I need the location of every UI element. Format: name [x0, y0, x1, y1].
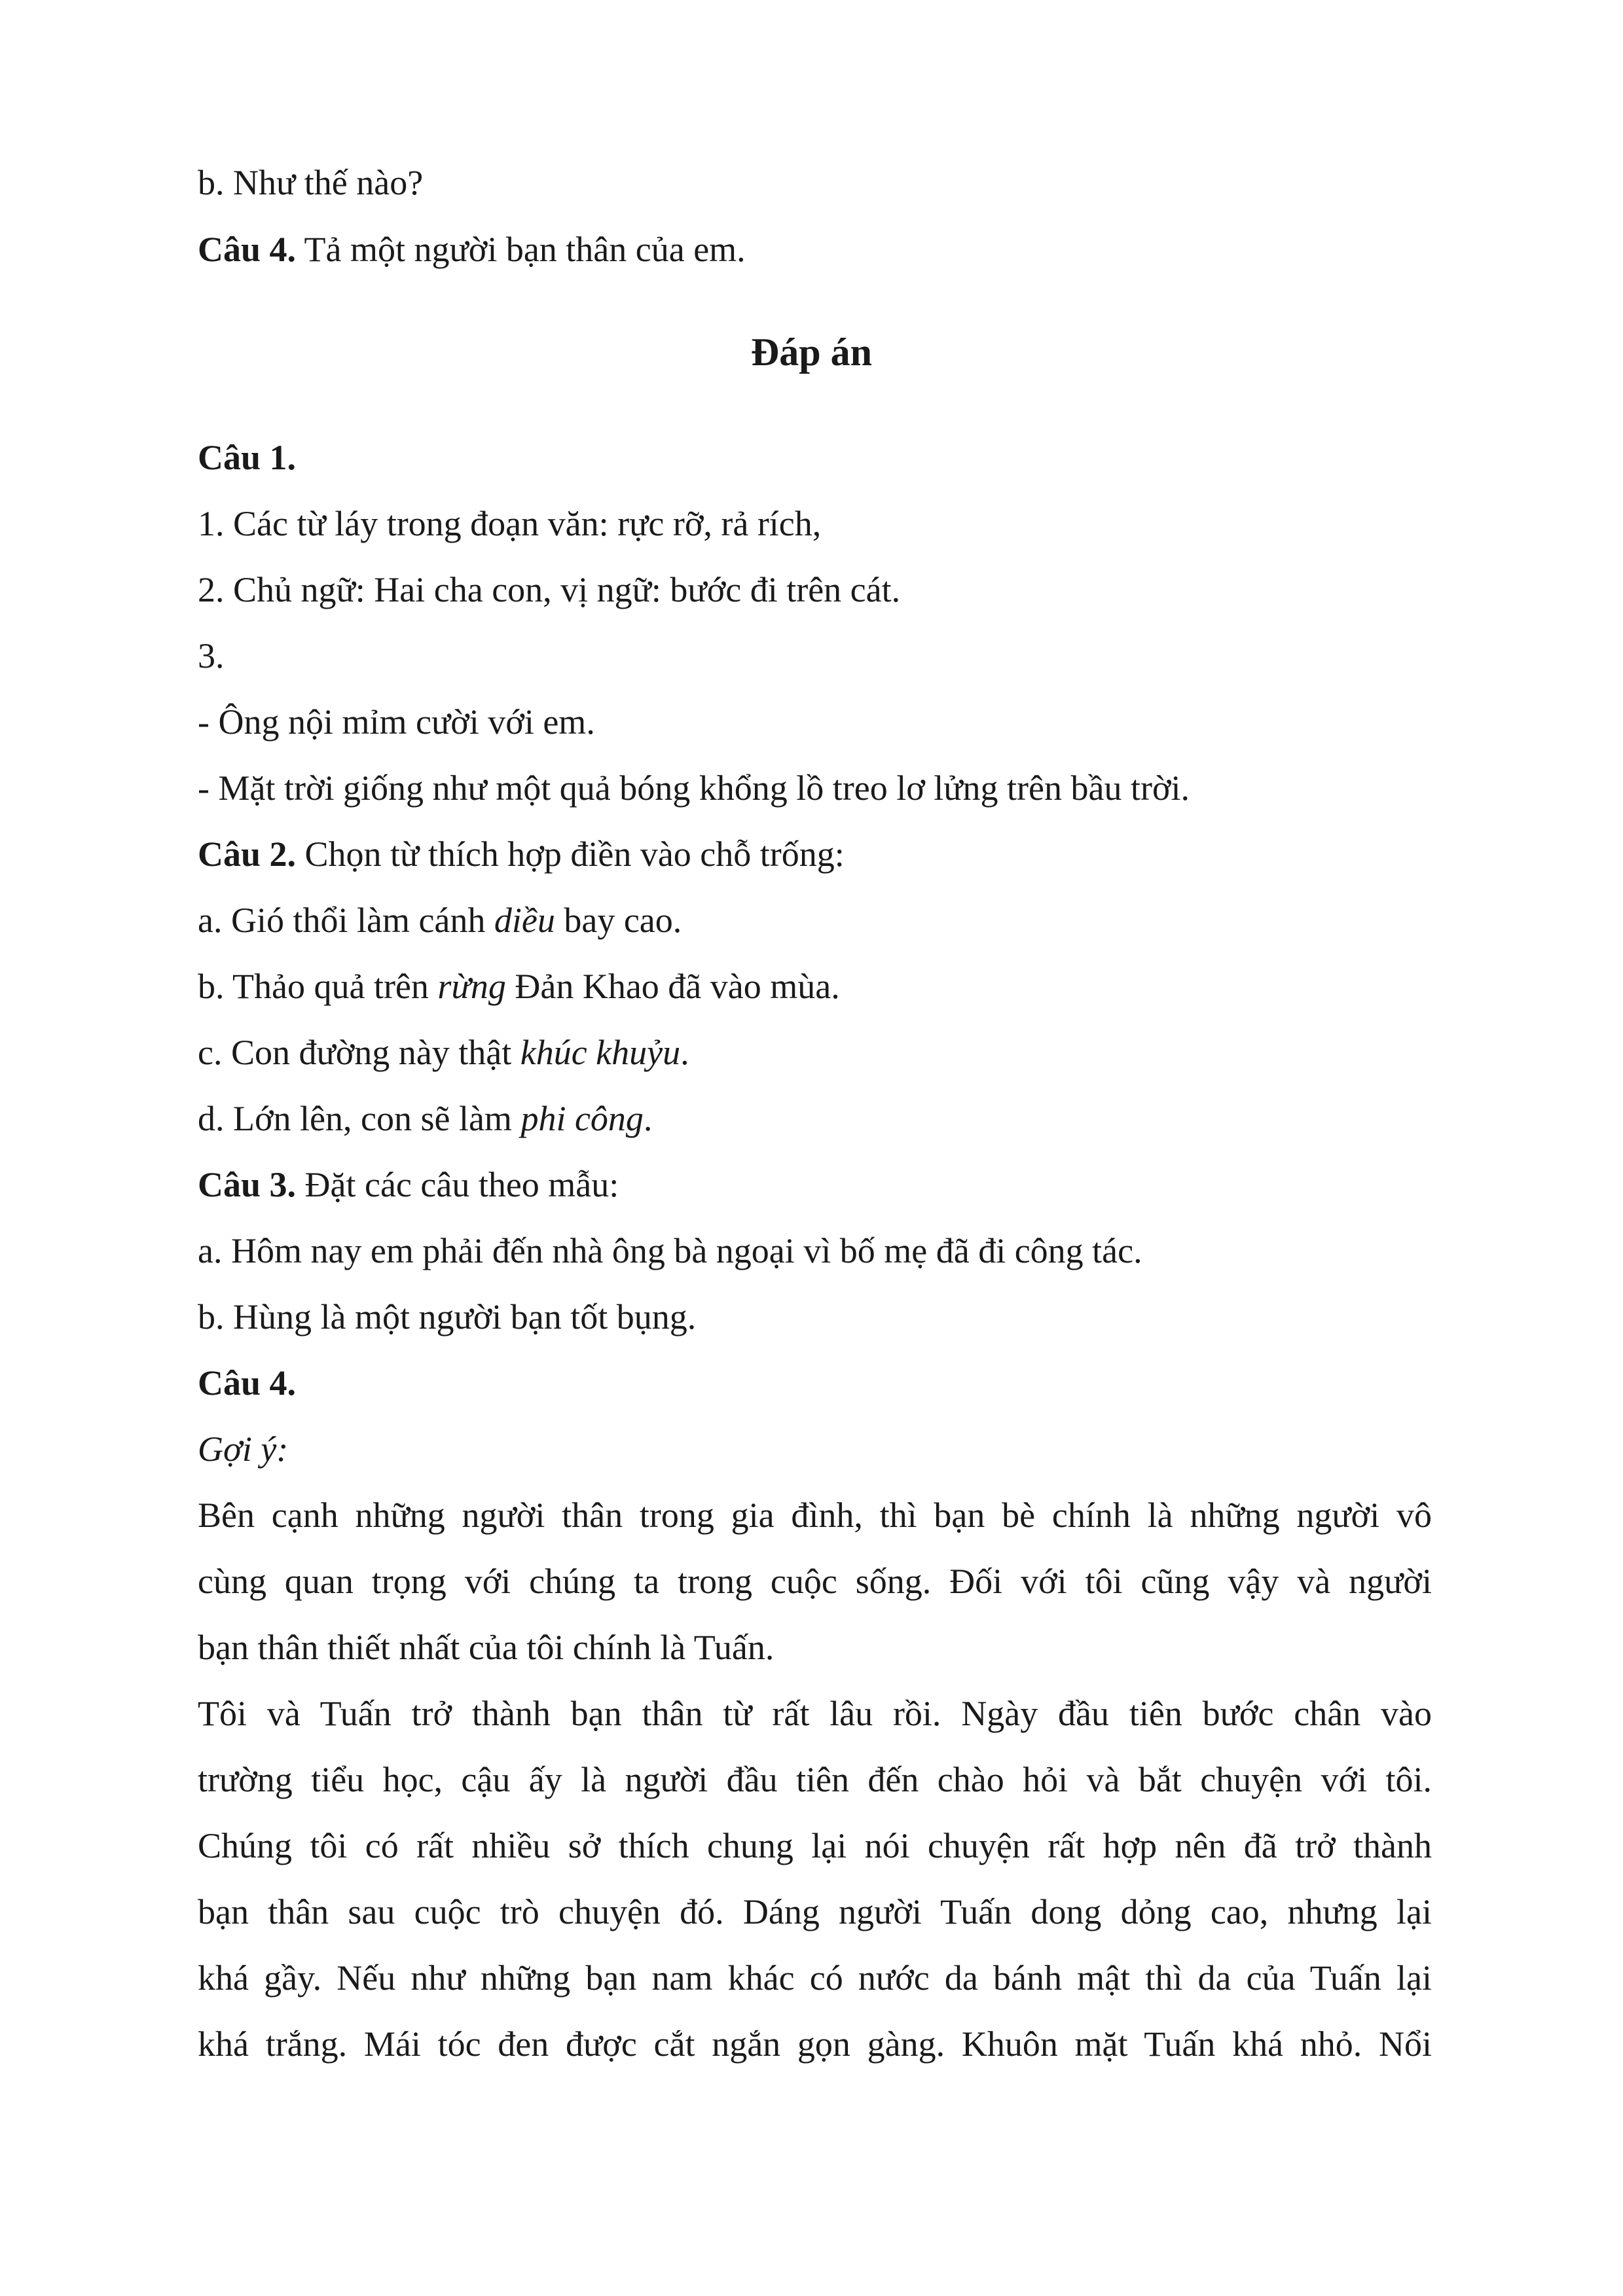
- question-4-text: Tả một người bạn thân của em.: [296, 230, 746, 269]
- answer-2-d: d. Lớn lên, con sẽ làm phi công.: [198, 1099, 653, 1138]
- essay-p2-line-1: Tôi và Tuấn trở thành bạn thân từ rất lâu rồi. Ngày đầu tiên bước chân vào: [198, 1694, 1432, 1733]
- answer-2-c: c. Con đường này thật khúc khuỷu.: [198, 1033, 689, 1072]
- answer-2-b: b. Thảo quả trên rừng Đản Khao đã vào mùa.: [198, 967, 840, 1006]
- essay-p1-line-1: Bên cạnh những người thân trong gia đình, thì bạn bè chính là những người vô: [198, 1496, 1432, 1535]
- answer-1-item-2: 2. Chủ ngữ: Hai cha con, vị ngữ: bước đi trên cát.: [198, 570, 901, 609]
- question-4-line: [198, 232, 746, 267]
- answer-3-intro-text: Đặt các câu theo mẫu:: [296, 1165, 619, 1204]
- essay-p1-line-3: bạn thân thiết nhất của tôi chính là Tuấn.: [198, 1628, 775, 1667]
- essay-p1-line-2: cùng quan trọng với chúng ta trong cuộc sống. Đối với tôi cũng vậy và người: [198, 1562, 1432, 1601]
- answer-4-hint: [198, 1431, 288, 1467]
- essay-p2-line-4: bạn thân sau cuộc trò chuyện đó. Dáng người Tuấn dong dỏng cao, nhưng lại: [198, 1892, 1432, 1931]
- answer-1-item-1: 1. Các từ láy trong đoạn văn: rực rỡ, rả rích,: [198, 504, 822, 543]
- answer-2-c-word: khúc khuỷu: [520, 1033, 681, 1072]
- question-3b-line: [198, 165, 423, 200]
- answer-1-label: [198, 440, 296, 475]
- answer-title: Đáp án: [750, 331, 873, 374]
- essay-p2-line-6: khá trắng. Mái tóc đen được cắt ngắn gọn gàng. Khuôn mặt Tuấn khá nhỏ. Nổi: [198, 2024, 1432, 2064]
- essay-p2-line-2: trường tiểu học, cậu ấy là người đầu tiên đến chào hỏi và bắt chuyện với tôi.: [198, 1760, 1432, 1799]
- answer-3-label: Câu 3.: [198, 1165, 297, 1204]
- question-3b-text: b. Như thế nào?: [198, 163, 424, 202]
- answer-4-label-text: Câu 4.: [198, 1363, 297, 1403]
- answer-1-item-3b: - Mặt trời giống như một quả bóng khổng lồ treo lơ lửng trên bầu trời.: [198, 768, 1190, 808]
- answer-2-b-word: rừng: [437, 967, 506, 1006]
- answer-3-b: b. Hùng là một người bạn tốt bụng.: [198, 1297, 697, 1336]
- question-4-label: Câu 4.: [198, 230, 297, 269]
- essay-p2-line-3: Chúng tôi có rất nhiều sở thích chung lại nói chuyện rất hợp nên đã trở thành: [198, 1826, 1432, 1865]
- answer-2-intro-text: Chọn từ thích hợp điền vào chỗ trống:: [296, 834, 845, 874]
- answer-2-label: Câu 2.: [198, 834, 297, 874]
- essay-p2-line-5: khá gầy. Nếu như những bạn nam khác có nước da bánh mật thì da của Tuấn lại: [198, 1958, 1432, 1998]
- answer-4-hint-text: Gợi ý:: [198, 1429, 289, 1469]
- answer-4-label: [198, 1365, 296, 1401]
- answer-2-a-word: diều: [494, 901, 555, 940]
- answer-2-a: a. Gió thổi làm cánh diều bay cao.: [198, 901, 682, 940]
- answer-1-item-3a: - Ông nội mỉm cười với em.: [198, 702, 595, 742]
- answer-3-intro: [198, 1167, 619, 1202]
- answer-1-label-text: Câu 1.: [198, 438, 297, 477]
- answer-3-a: a. Hôm nay em phải đến nhà ông bà ngoại vì bố mẹ đã đi công tác.: [198, 1231, 1142, 1270]
- answer-1-item-3: 3.: [198, 636, 225, 675]
- answer-2-d-word: phi công: [520, 1099, 644, 1138]
- answer-2-intro: [198, 836, 845, 872]
